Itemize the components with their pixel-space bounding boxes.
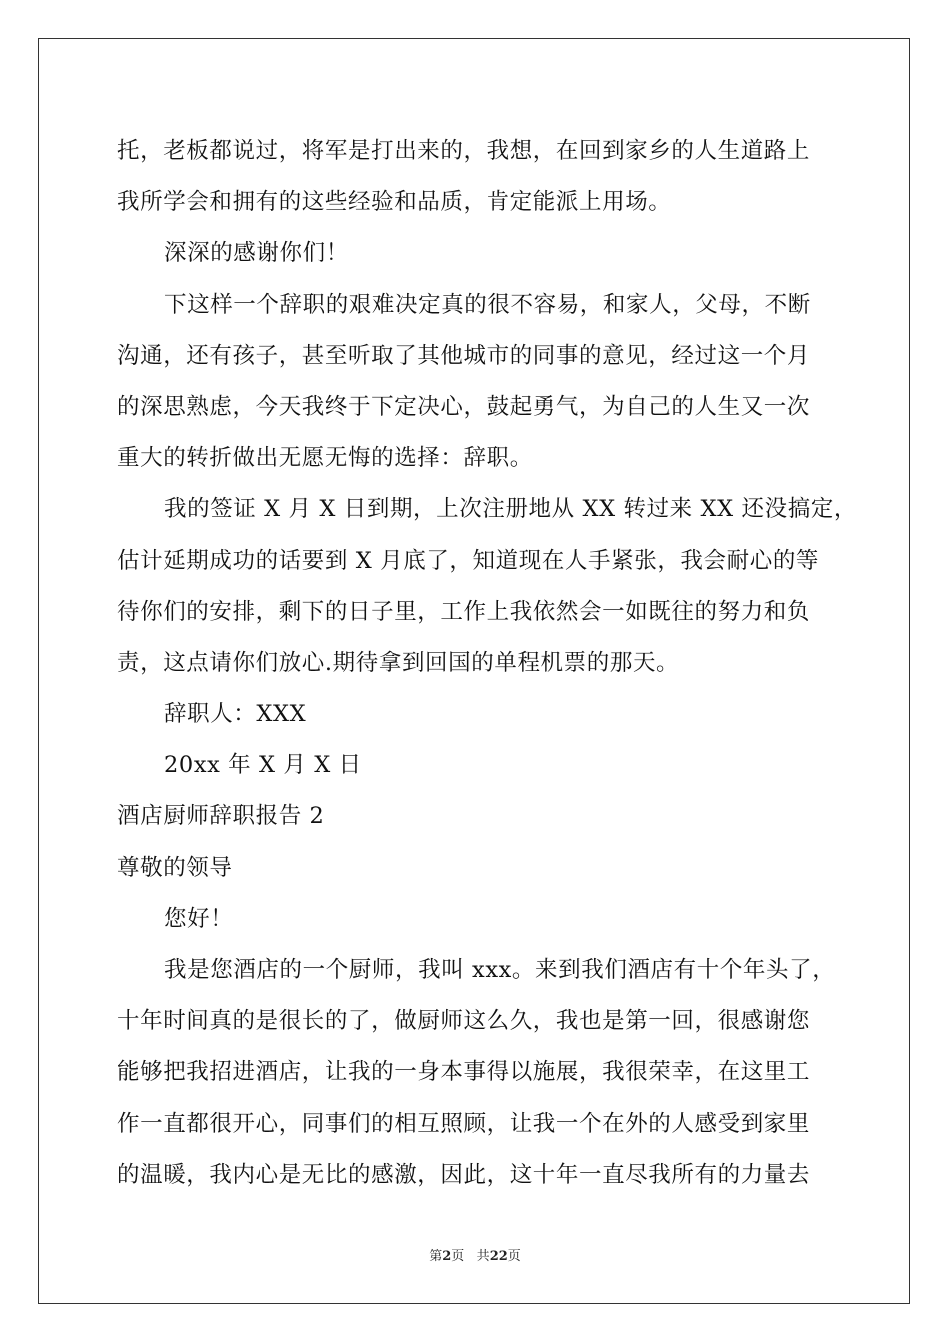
date-line: 20xx 年 X 月 X 日 [164, 752, 362, 779]
salutation: 尊敬的领导 [117, 854, 233, 881]
signature-line: 辞职人：XXX [164, 701, 307, 728]
text-line: 我的签证 X 月 X 日到期，上次注册地从 XX 转过来 XX 还没搞定， [164, 496, 858, 523]
text-line: 的深思熟虑，今天我终于下定决心，鼓起勇气，为自己的人生又一次 [117, 393, 811, 420]
page-footer [0, 1245, 950, 1264]
text-line: 我所学会和拥有的这些经验和品质，肯定能派上用场。 [117, 189, 672, 216]
text-line: 重大的转折做出无愿无悔的选择：辞职。 [117, 445, 533, 472]
text-line: 的温暖，我内心是无比的感激，因此，这十年一直尽我所有的力量去 [117, 1161, 811, 1188]
page-number: 2 [442, 1249, 452, 1264]
text-line: 沟通，还有孩子，甚至听取了其他城市的同事的意见，经过这一个月 [117, 342, 811, 369]
total-pages: 22 [489, 1249, 508, 1264]
page-suffix: 页 [451, 1249, 465, 1264]
total-suffix: 页 [507, 1249, 521, 1264]
text-line: 作一直都很开心，同事们的相互照顾，让我一个在外的人感受到家里 [117, 1110, 811, 1137]
text-line: 下这样一个辞职的艰难决定真的很不容易，和家人，父母，不断 [164, 291, 811, 318]
text-line: 深深的感谢你们！ [164, 240, 349, 267]
text-line: 能够把我招进酒店，让我的一身本事得以施展，我很荣幸，在这里工 [117, 1059, 811, 1086]
document-body [117, 126, 858, 1201]
text-line: 责，这点请你们放心.期待拿到回国的单程机票的那天。 [117, 649, 680, 676]
text-line: 托，老板都说过，将军是打出来的，我想，在回到家乡的人生道路上 [117, 138, 811, 164]
text-line: 估计延期成功的话要到 X 月底了，知道现在人手紧张，我会耐心的等 [117, 547, 820, 574]
text-line: 我是您酒店的一个厨师，我叫 xxx。来到我们酒店有十个年头了， [164, 957, 836, 983]
total-prefix: 共 [476, 1249, 490, 1264]
text-line: 待你们的安排，剩下的日子里，工作上我依然会一如既往的努力和负 [117, 598, 811, 625]
text-line: 十年时间真的是很长的了，做厨师这么久，我也是第一回，很感谢您 [117, 1008, 811, 1035]
page-prefix: 第 [429, 1249, 443, 1264]
section-title: 酒店厨师辞职报告 2 [117, 803, 325, 830]
greeting: 您好！ [164, 905, 234, 932]
